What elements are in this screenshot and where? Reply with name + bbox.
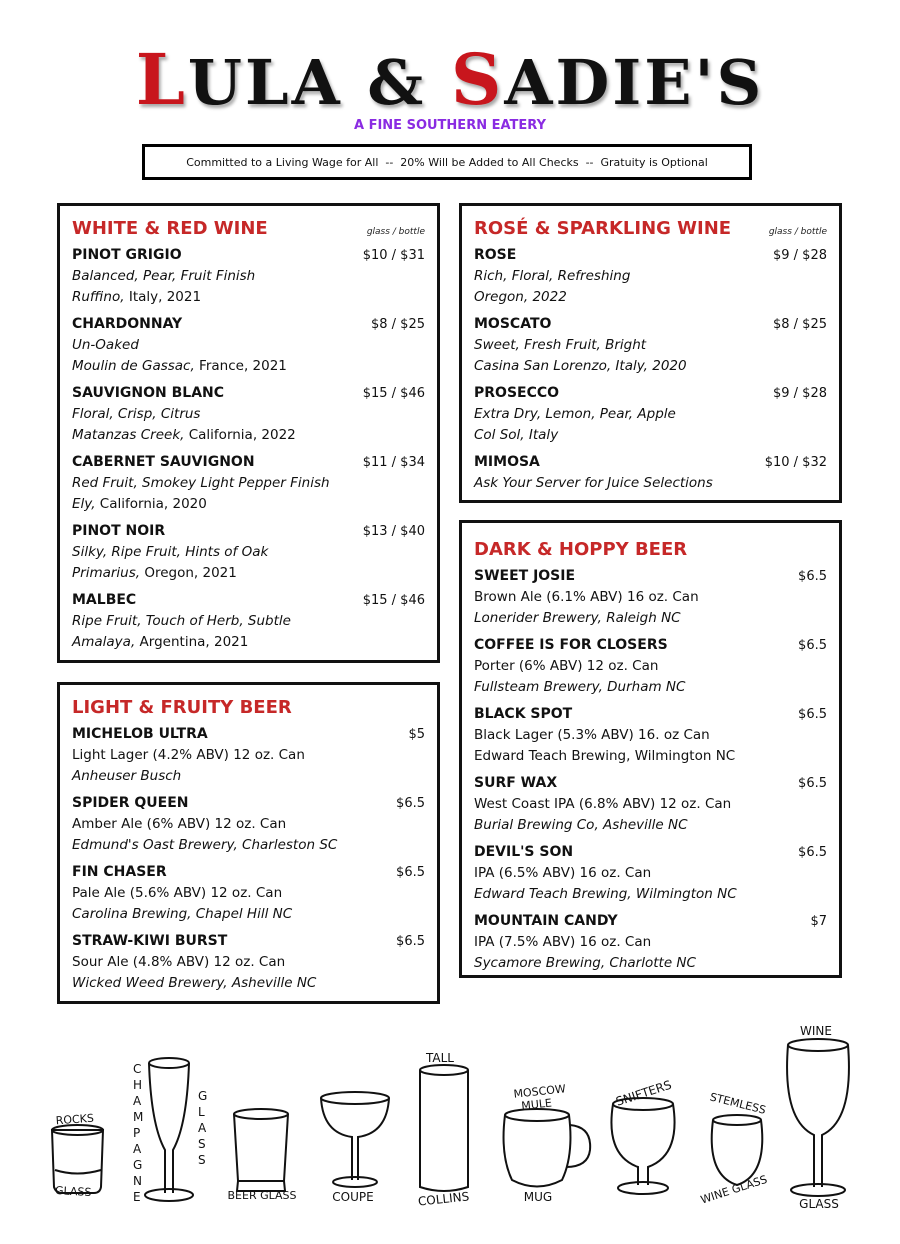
item-price: $6.5: [798, 776, 827, 791]
price-unit-note: glass / bottle: [768, 227, 827, 237]
menu-item: [474, 911, 827, 973]
item-price: $9 / $28: [773, 248, 827, 263]
collins-label-top: TALL: [426, 1051, 454, 1065]
item-name: DEVIL'S SON: [474, 844, 574, 860]
menu-item-row: [474, 566, 827, 587]
menu-item: [72, 383, 425, 445]
menu-item-row: [72, 590, 425, 611]
item-price: $6.5: [396, 796, 425, 811]
item-name: SAUVIGNON BLANC: [72, 385, 225, 401]
item-description: Silky, Ripe Fruit, Hints of Oak: [72, 544, 269, 560]
item-description: Ripe Fruit, Touch of Herb, Subtle: [72, 613, 291, 629]
restaurant-subtitle: A FINE SOUTHERN EATERY: [354, 118, 546, 133]
item-origin: Casina San Lorenzo, Italy, 2020: [474, 357, 687, 374]
stemless-wine-glass-icon: [712, 1115, 763, 1185]
item-producer: Moulin de Gassac,: [72, 357, 195, 374]
snifters-label: SNIFTERS: [614, 1077, 674, 1109]
price-unit-note: glass / bottle: [366, 227, 425, 237]
menu-item-row: [72, 931, 425, 952]
item-price: $10 / $32: [764, 455, 827, 470]
item-name: MOSCATO: [474, 316, 552, 332]
item-price: $6.5: [396, 934, 425, 949]
item-producer: Matanzas Creek,: [72, 426, 185, 443]
item-origin: [72, 425, 425, 446]
menu-item: [72, 314, 425, 376]
menu-item: [72, 931, 425, 993]
section-title: DARK & HOPPY BEER: [474, 539, 688, 560]
rocks-glass-icon: [52, 1125, 103, 1193]
rocks-label-2: GLASS: [54, 1184, 92, 1199]
item-price: $9 / $28: [773, 386, 827, 401]
item-price: $8 / $25: [773, 317, 827, 332]
item-price: $15 / $46: [362, 593, 425, 608]
beer-glass-icon: [234, 1109, 288, 1191]
menu-item: [474, 383, 827, 445]
item-description: Sweet, Fresh Fruit, Bright: [474, 337, 647, 353]
dark-hoppy-beer-section: [459, 520, 842, 978]
menu-item-row: [72, 862, 425, 883]
item-region: Italy, 2021: [124, 288, 202, 305]
menu-item-row: [474, 842, 827, 863]
coupe-label: COUPE: [332, 1190, 374, 1204]
item-price: $5: [408, 727, 425, 742]
item-price: $15 / $46: [362, 386, 425, 401]
item-region: Oregon, 2021: [140, 564, 237, 581]
collins-label: COLLINS: [417, 1189, 470, 1209]
menu-item-row: [474, 383, 827, 404]
menu-item-row: [474, 452, 827, 473]
moscow-mule-mug-icon: [504, 1109, 591, 1187]
item-style: Brown Ale (6.1% ABV) 16 oz. Can: [474, 589, 699, 605]
wine-label: WINE: [800, 1024, 832, 1038]
menu-item-row: [474, 911, 827, 932]
title-initial-s: S: [450, 38, 505, 121]
item-name: COFFEE IS FOR CLOSERS: [474, 637, 668, 653]
item-brewery: Wicked Weed Brewery, Asheville NC: [72, 974, 317, 991]
menu-item: [474, 245, 827, 307]
rocks-label: ROCKS: [55, 1111, 95, 1128]
item-producer: Amalaya,: [72, 633, 136, 650]
item-name: MOUNTAIN CANDY: [474, 913, 618, 929]
glass-vertical-label: G L A S S: [198, 1089, 208, 1167]
title-text-adies: ADIE'S: [504, 46, 765, 119]
menu-item: [474, 635, 827, 697]
champagne-vertical-label: C H A M P A G N E: [133, 1062, 144, 1204]
item-brewery: Edward Teach Brewing, Wilmington NC: [474, 885, 737, 902]
item-price: $6.5: [798, 707, 827, 722]
item-name: FIN CHASER: [72, 864, 167, 880]
item-price: $6.5: [798, 845, 827, 860]
collins-glass-icon: [420, 1065, 468, 1191]
menu-item: [72, 245, 425, 307]
item-name: MALBEC: [72, 592, 137, 608]
menu-item: [474, 773, 827, 835]
menu-item: [474, 314, 827, 376]
section-title: WHITE & RED WINE: [72, 218, 268, 239]
beer-glass-label: BEER GLASS: [227, 1189, 297, 1202]
champagne-flute-icon: [145, 1058, 193, 1201]
mug-label: MUG: [523, 1190, 553, 1204]
menu-item: [474, 842, 827, 904]
item-price: $13 / $40: [362, 524, 425, 539]
menu-item-row: [72, 793, 425, 814]
item-name: SWEET JOSIE: [474, 568, 576, 584]
menu-item-row: [474, 704, 827, 725]
item-style: Black Lager (5.3% ABV) 16. oz Can: [474, 727, 710, 743]
item-name: SURF WAX: [474, 775, 558, 791]
white-red-wine-section: [57, 203, 440, 663]
item-price: $10 / $31: [362, 248, 425, 263]
item-name: CHARDONNAY: [72, 316, 183, 332]
item-description: Un-Oaked: [72, 337, 139, 353]
item-origin: Col Sol, Italy: [474, 426, 559, 443]
item-name: PINOT NOIR: [72, 523, 166, 539]
item-style: IPA (6.5% ABV) 16 oz. Can: [474, 865, 652, 881]
wine-glass-label: WINE GLASS: [699, 1172, 769, 1207]
item-style: Pale Ale (5.6% ABV) 12 oz. Can: [72, 885, 283, 901]
menu-item: [474, 566, 827, 628]
item-origin: [72, 287, 425, 308]
menu-item: [72, 793, 425, 855]
item-price: $11 / $34: [362, 455, 425, 470]
menu-item-row: [72, 452, 425, 473]
menu-item-row: [474, 314, 827, 335]
item-price: $7: [810, 914, 827, 929]
menu-item-row: [72, 383, 425, 404]
item-region: California, 2020: [95, 495, 207, 512]
item-producer: Primarius,: [72, 564, 141, 581]
menu-item: [474, 704, 827, 766]
wine-glass-icon: [787, 1039, 849, 1196]
item-brewery: Fullsteam Brewery, Durham NC: [474, 678, 686, 695]
item-description: Rich, Floral, Refreshing: [474, 268, 631, 284]
wine-glass-bottom-label: GLASS: [799, 1197, 839, 1211]
menu-item-row: [72, 724, 425, 745]
stemless-label: STEMLESS: [708, 1090, 768, 1117]
menu-item: [72, 724, 425, 786]
item-name: MICHELOB ULTRA: [72, 726, 208, 742]
item-description: Balanced, Pear, Fruit Finish: [72, 268, 256, 284]
coupe-glass-icon: [321, 1092, 389, 1187]
item-name: PROSECCO: [474, 385, 560, 401]
item-style: West Coast IPA (6.8% ABV) 12 oz. Can: [474, 796, 732, 812]
item-name: MIMOSA: [474, 454, 540, 470]
item-style: Light Lager (4.2% ABV) 12 oz. Can: [72, 747, 305, 763]
item-brewery: Lonerider Brewery, Raleigh NC: [474, 609, 681, 626]
mule-label-1: MOSCOW: [512, 1082, 567, 1101]
menu-item: [72, 590, 425, 652]
item-name: PINOT GRIGIO: [72, 247, 182, 263]
item-price: $8 / $25: [371, 317, 425, 332]
item-producer: Ely,: [72, 495, 96, 512]
item-description: Extra Dry, Lemon, Pear, Apple: [474, 406, 676, 422]
item-origin: [72, 632, 425, 653]
item-name: BLACK SPOT: [474, 706, 573, 722]
item-price: $6.5: [798, 638, 827, 653]
item-brewery: Edward Teach Brewing, Wilmington NC: [474, 747, 736, 764]
menu-item: [72, 521, 425, 583]
menu-item-row: [72, 521, 425, 542]
rose-sparkling-wine-section: [459, 203, 842, 503]
restaurant-title: [0, 40, 900, 123]
section-title: ROSÉ & SPARKLING WINE: [474, 218, 732, 239]
item-name: STRAW-KIWI BURST: [72, 933, 228, 949]
item-name: SPIDER QUEEN: [72, 795, 189, 811]
policy-text: Committed to a Living Wage for All -- 20% Will be Added to All Checks -- Gratuity is Optional: [186, 155, 708, 169]
item-style: IPA (7.5% ABV) 16 oz. Can: [474, 934, 652, 950]
item-style: Porter (6% ABV) 12 oz. Can: [474, 658, 659, 674]
title-text-ula: ULA &: [187, 46, 451, 119]
light-fruity-beer-section: [57, 682, 440, 1004]
item-brewery: Sycamore Brewing, Charlotte NC: [474, 954, 696, 971]
glassware-illustration: [0, 1015, 900, 1240]
item-description: Red Fruit, Smokey Light Pepper Finish: [72, 475, 330, 491]
item-brewery: Edmund's Oast Brewery, Charleston SC: [72, 836, 338, 853]
item-producer: Ruffino,: [72, 288, 125, 305]
item-brewery: Carolina Brewing, Chapel Hill NC: [72, 905, 293, 922]
menu-item: [72, 862, 425, 924]
policy-banner: [142, 144, 752, 180]
title-initial-l: L: [135, 38, 188, 121]
snifter-glass-icon: [611, 1098, 674, 1194]
item-description: Floral, Crisp, Citrus: [72, 406, 201, 422]
menu-item-row: [474, 773, 827, 794]
item-origin: [72, 563, 425, 584]
item-origin: [72, 356, 425, 377]
menu-item: [72, 452, 425, 514]
menu-item-row: [474, 635, 827, 656]
item-origin: [72, 494, 425, 515]
item-style: Sour Ale (4.8% ABV) 12 oz. Can: [72, 954, 286, 970]
menu-item-row: [474, 245, 827, 266]
item-region: California, 2022: [184, 426, 296, 443]
item-region: France, 2021: [194, 357, 287, 374]
menu-item-row: [72, 314, 425, 335]
section-title: LIGHT & FRUITY BEER: [72, 697, 292, 718]
mule-label-2: MULE: [520, 1096, 553, 1113]
item-style: Amber Ale (6% ABV) 12 oz. Can: [72, 816, 287, 832]
menu-item-row: [72, 245, 425, 266]
item-name: CABERNET SAUVIGNON: [72, 454, 255, 470]
item-brewery: Burial Brewing Co, Asheville NC: [474, 816, 688, 833]
item-origin: Oregon, 2022: [474, 288, 567, 305]
item-price: $6.5: [396, 865, 425, 880]
menu-item: [474, 452, 827, 494]
item-region: Argentina, 2021: [135, 633, 249, 650]
item-name: ROSE: [474, 247, 517, 263]
item-description: Ask Your Server for Juice Selections: [474, 475, 713, 491]
item-brewery: Anheuser Busch: [72, 767, 182, 784]
item-price: $6.5: [798, 569, 827, 584]
